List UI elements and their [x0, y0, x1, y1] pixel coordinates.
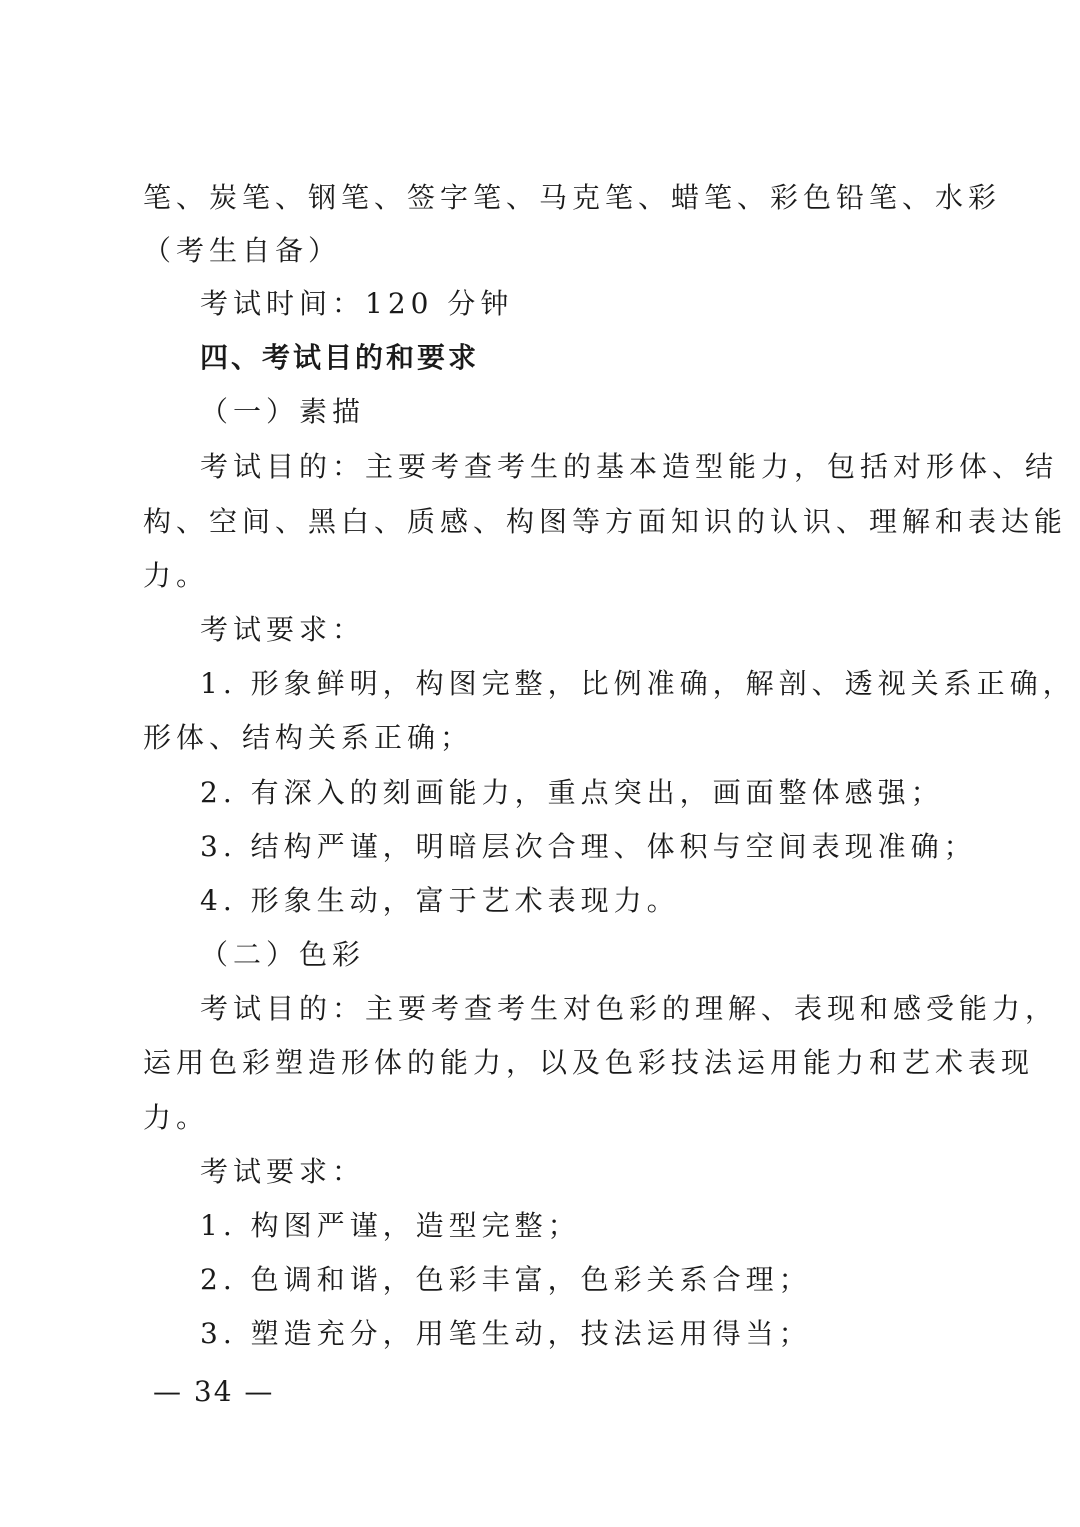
text-line: 考试时间：120 分钟 [200, 287, 514, 320]
list-item: 2. 有深入的刻画能力，重点突出，画面整体感强； [200, 776, 944, 809]
subsection-heading: （一）素描 [200, 395, 366, 428]
list-item: 3. 结构严谨，明暗层次合理、体积与空间表现准确； [200, 830, 977, 863]
list-item: 1. 构图严谨，造型完整； [200, 1209, 581, 1242]
text-line: 考试目的：主要考查考生的基本造型能力，包括对形体、结 [200, 450, 1059, 483]
text-line: 笔、炭笔、钢笔、签字笔、马克笔、蜡笔、彩色铅笔、水彩 [143, 181, 1002, 214]
text-line: 力。 [143, 559, 210, 592]
section-heading: 四、考试目的和要求 [200, 341, 480, 374]
text-line: 运用色彩塑造形体的能力，以及色彩技法运用能力和艺术表现 [143, 1046, 1035, 1079]
list-item: 3. 塑造充分，用笔生动，技法运用得当； [200, 1317, 812, 1350]
text-line: 考试要求： [200, 1155, 366, 1188]
subsection-heading: （二）色彩 [200, 938, 366, 971]
page-number: — 34 — [153, 1375, 275, 1408]
text-line: （考生自备） [143, 234, 342, 267]
list-item: 1. 形象鲜明，构图完整，比例准确，解剖、透视关系正确， [200, 667, 1076, 700]
list-item: 4. 形象生动，富于艺术表现力。 [200, 884, 680, 917]
text-line: 形体、结构关系正确； [143, 721, 474, 754]
text-line: 考试目的：主要考查考生对色彩的理解、表现和感受能力， [200, 992, 1059, 1025]
text-line: 构、空间、黑白、质感、构图等方面知识的认识、理解和表达能 [143, 505, 1068, 538]
text-line: 考试要求： [200, 613, 366, 646]
text-line: 力。 [143, 1101, 210, 1134]
list-item: 2. 色调和谐，色彩丰富，色彩关系合理； [200, 1263, 812, 1296]
